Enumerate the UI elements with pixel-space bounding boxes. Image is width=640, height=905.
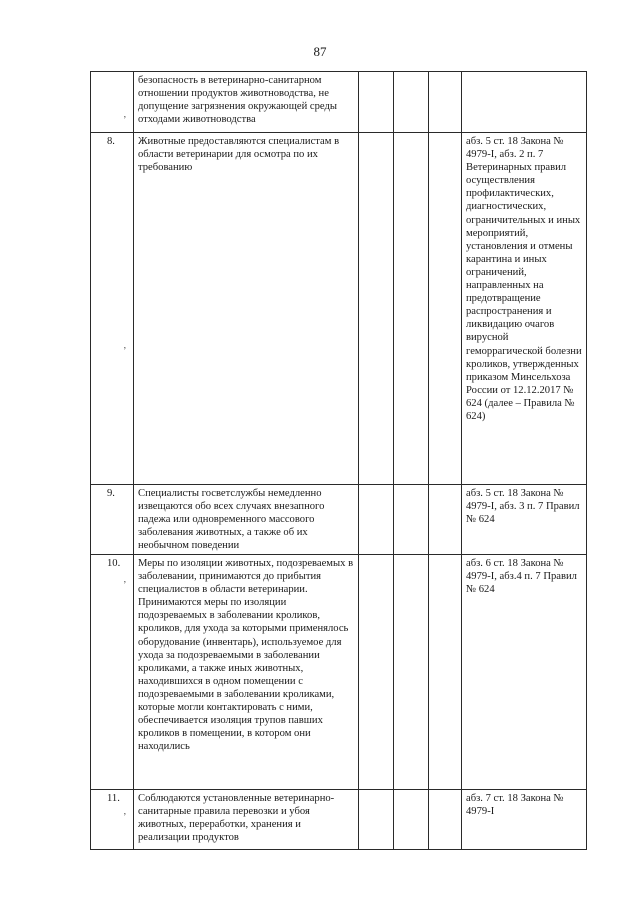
reference-text: абз. 5 ст. 18 Закона № 4979-I, абз. 2 п. 7 Ветеринарных правил осуществления профилактических, диагностических, ограничительных и иных мероприятий, установления и отмены карантина и иных ограничений, направленных на предотвращение распространения и ликвидацию очагов вирусной геморрагической болезни кроликов, утвержденных приказом Минсельхоза России от 12.12.2017 № 624 (далее – Правила № 624) [466,136,582,422]
requirement-cell [134,790,359,850]
answer-no-cell[interactable] [394,133,429,485]
requirement-text: безопасность в ветеринарно-санитарном отношении продуктов животноводства, не допущение загрязнения окружающей среды отходами животноводства [138,75,337,126]
requirement-text: Меры по изоляции животных, подозреваемых в заболевании, принимаются до прибытия специалистов в области ветеринарии. Принимаются меры по изоляции подозреваемых в заболевании кроликов, кроликов, для ухода за которыми применялось оборудование (инвентарь), используемое для ухода за подозреваемыми в заболевании кроликами, а также иных животных, находившихся в одном помещении с подозреваемыми в заболевании кроликами, которые могли контактировать с ними, обеспечивается изоляция трупов павших кроликов в помещении, в котором они находились [138,558,354,753]
requirement-cell [134,133,359,485]
row-number-cell [91,485,134,555]
requirement-cell [134,555,359,790]
requirements-table [90,71,587,850]
reference-text: абз. 6 ст. 18 Закона № 4979-I, абз.4 п. 7 Правил № 624 [466,558,577,596]
answer-yes-cell[interactable] [359,133,394,485]
requirement-cell [134,72,359,133]
table-row [91,485,587,555]
row-number-cell [91,790,134,850]
page-number: 87 [313,44,327,59]
row-number: 11. [107,793,120,804]
row-mark: , [123,574,126,584]
table-row [91,72,587,133]
row-number: 10. [107,558,121,569]
reference-text: абз. 7 ст. 18 Закона № 4979-I [466,793,564,818]
reference-cell [462,555,587,790]
reference-cell [462,485,587,555]
row-number-cell [91,72,134,133]
answer-yes-cell[interactable] [359,72,394,133]
requirement-text: Животные предоставляются специалистам в области ветеринарии для осмотра по их требованию [138,136,340,174]
answer-no-cell[interactable] [394,72,429,133]
row-mark: , [123,340,126,350]
row-number-cell [91,555,134,790]
reference-cell [462,133,587,485]
answer-na-cell[interactable] [429,133,462,485]
answer-na-cell[interactable] [429,790,462,850]
row-mark: , [123,109,126,119]
row-mark: , [123,806,126,816]
answer-no-cell[interactable] [394,485,429,555]
table-row [91,790,587,850]
answer-no-cell[interactable] [394,790,429,850]
row-number: 9. [107,488,115,499]
answer-na-cell[interactable] [429,485,462,555]
table-row [91,133,587,485]
answer-yes-cell[interactable] [359,485,394,555]
requirement-text: Специалисты госветслужбы немедленно извещаются обо всех случаях внезапного падежа или одновременного массового заболевания животных, а также об их необычном поведении [138,488,325,552]
row-number-cell [91,133,134,485]
requirement-text: Соблюдаются установленные ветеринарно-санитарные правила перевозки и убоя животных, переработки, хранения и реализации продуктов [138,793,335,844]
reference-text: абз. 5 ст. 18 Закона № 4979-I, абз. 3 п. 7 Правил № 624 [466,488,580,526]
reference-cell [462,790,587,850]
row-number: 8. [107,136,115,147]
reference-cell [462,72,587,133]
answer-na-cell[interactable] [429,72,462,133]
answer-yes-cell[interactable] [359,790,394,850]
requirement-cell [134,485,359,555]
answer-na-cell[interactable] [429,555,462,790]
answer-no-cell[interactable] [394,555,429,790]
table-row [91,555,587,790]
answer-yes-cell[interactable] [359,555,394,790]
